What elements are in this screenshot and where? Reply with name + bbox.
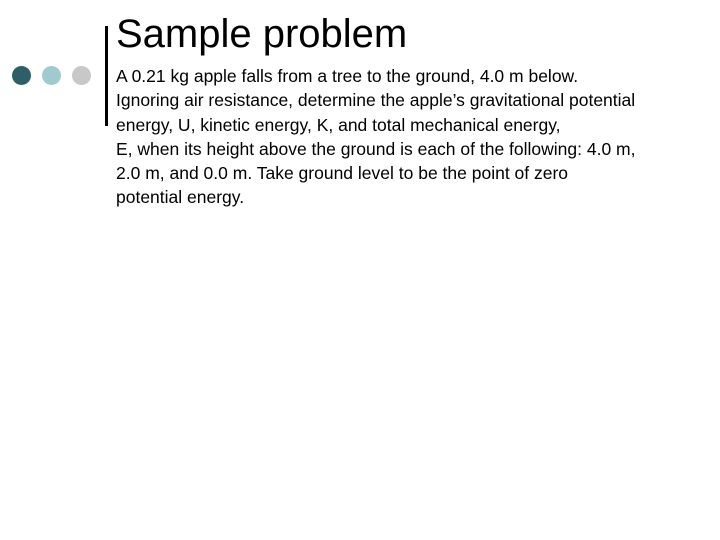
- problem-text-line: energy, U, kinetic energy, K, and total mechanical energy,: [116, 114, 561, 135]
- problem-text-line: Ignoring air resistance, determine the apple’s gravitational potential: [116, 90, 636, 111]
- bullet-dot-dark-icon: [12, 66, 31, 85]
- problem-text-line: 2.0 m, and 0.0 m. Take ground level to be the point of zero: [116, 163, 569, 184]
- problem-text-line: potential energy.: [116, 187, 245, 208]
- bullet-dot-gray-icon: [72, 66, 91, 85]
- vertical-divider: [105, 26, 108, 126]
- problem-text-line: A 0.21 kg apple falls from a tree to the ground, 4.0 m below.: [116, 66, 579, 86]
- slide-title: Sample problem: [116, 12, 408, 56]
- problem-text: [116, 64, 716, 210]
- bullet-dots-decoration: [12, 66, 92, 86]
- problem-text-line: E, when its height above the ground is each of the following: 4.0 m,: [116, 138, 636, 159]
- bullet-dot-teal-icon: [42, 66, 61, 85]
